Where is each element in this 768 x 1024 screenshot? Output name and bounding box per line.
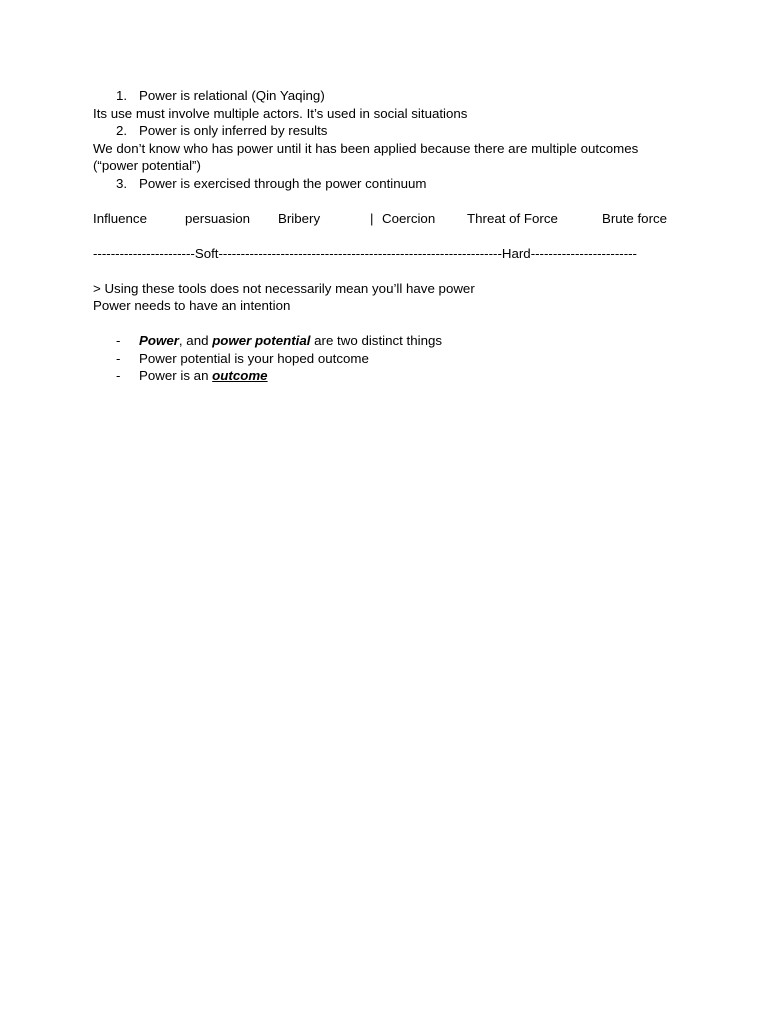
continuum-coercion: Coercion [382,210,436,226]
list-item-text: Power is only inferred by results [139,123,328,138]
list-item-text: Power is exercised through the power continuum [139,175,427,191]
power-continuum-row [93,210,683,228]
paragraph: We don’t know who has power until it has been applied because there are multiple outcomes [93,140,639,156]
list-item [93,87,683,105]
dash-bullet: - [116,350,121,366]
list-number: 1. [116,88,128,103]
continuum-persuasion: persuasion [185,210,251,226]
continuum-threat-of-force: Threat of Force [467,210,558,226]
blank-line [93,227,683,245]
soft-hard-scale: -----------------------Soft----------------------------------------------------------------Hard------------------------ [93,245,637,261]
bullet-item [93,332,683,350]
bold-italic-text: Power [139,333,179,348]
list-item [93,122,683,140]
continuum-influence: Influence [93,210,147,226]
list-item [93,175,683,193]
document-page [93,87,683,385]
bullet-item [93,367,683,385]
list-number: 2. [116,123,128,138]
list-number: 3. [116,175,128,191]
note-line: > Using these tools does not necessarily mean you’ll have power [93,280,475,296]
bullet-item [93,350,683,368]
blank-line [93,315,683,333]
paragraph: (“power potential”) [93,158,201,173]
bold-italic-text: power potential [212,333,311,348]
dash-bullet: - [116,333,121,348]
bullet-text: are two distinct things [310,333,443,348]
continuum-brute-force: Brute force [602,210,668,226]
bullet-text: Power potential is your hoped outcome [139,350,369,366]
bullet-text: , and [178,333,213,348]
list-item-text: Power is relational (Qin Yaqing) [139,88,325,103]
blank-line [93,262,683,280]
underlined-bold-italic-text: outcome [212,368,268,383]
paragraph: Its use must involve multiple actors. It’s used in social situations [93,105,468,121]
note-line: Power needs to have an intention [93,298,291,313]
continuum-divider: | [370,210,374,226]
dash-bullet: - [116,368,121,383]
continuum-bribery: Bribery [278,210,321,226]
blank-line [93,192,683,210]
bullet-text: Power is an [139,368,213,383]
